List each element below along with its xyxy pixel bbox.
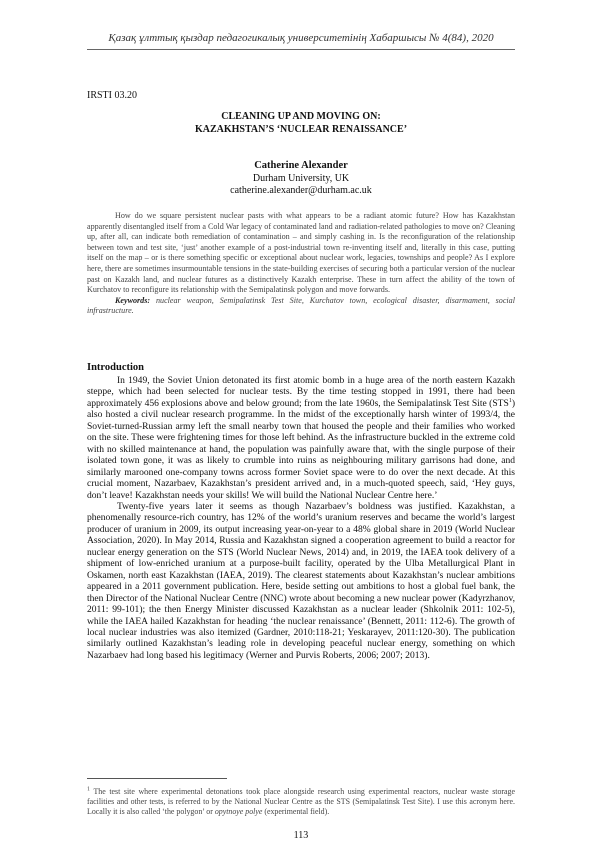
author-affiliation: Durham University, UK — [252, 172, 350, 184]
page-number: 113 — [293, 830, 309, 841]
paragraph-1-part-b: ) also hosted a civil nuclear research programme. In the midst of the exceptionally harsh winter of 1993/4, the Soviet-turned-Russian army left the small nearby town that housed the people and their families who worked on the site. These were frightening times for those left behind. As the infrastructure buckled in the extreme cold with no skilled maintenance at hand, the population was painfully aware that, with the single purpose of their isolated town gone, it was as likely to crumble into ruins as neighbouring military garrisons had done, and similarly marooned one-company towns across former Soviet space were to do over the next decade. At this crucial moment, Nazarbaev, Kazakhstan’s president arrived and, in a much-quoted speech, said, ‘Hey guys, don’t leave! Kazakhstan needs your skills! We will build the National Nuclear Centre here.’ — [87, 397, 515, 501]
paper-title-line-1: CLEANING UP AND MOVING ON: — [221, 111, 381, 122]
footnote-divider — [87, 778, 227, 779]
body-text — [87, 375, 515, 661]
keywords-label: Keywords: — [115, 295, 151, 305]
abstract — [87, 211, 515, 317]
footnote-number: 1 — [87, 786, 90, 793]
footnote-text-b: (experimental field). — [262, 807, 330, 817]
header-divider — [87, 49, 515, 50]
journal-header: Қазақ ұлттық қыздар педагогикалық университетінің Хабаршысы № 4(84), 2020 — [108, 32, 494, 44]
paper-title-line-2: KAZAKHSTAN’S ‘NUCLEAR RENAISSANCE’ — [194, 124, 408, 135]
footnote — [87, 787, 515, 818]
keywords-line — [87, 296, 515, 317]
section-heading-introduction: Introduction — [87, 362, 144, 373]
paragraph-2: Twenty-five years later it seems as though Nazarbaev’s boldness was justified. Kazakhstan, a phenomenally resource-rich country, has 12% of the world’s uranium reserves and became the world’s largest producer of uranium in 2009, its output increasing year-on-year to a 48% global share in 2019 (World Nuclear Association, 2020). In May 2014, Russia and Kazakhstan signed a cooperation agreement to build a reactor for nuclear energy generation on the STS (World Nuclear News, 2014) and, in 2019, the IAEA took delivery of a shipment of low-enriched uranium at a purpose-built facility, operated by the Ulba Metallurgical Plant in Oskamen, north east Kazakhstan (IAEA, 2019). The clearest statements about Kazakhstan’s nuclear ambitions appeared in a 2011 government publication. Here, beside setting out ambitions to host a global fuel bank, the then Director of the National Nuclear Centre (NNC) wrote about becoming a new nuclear power (Kadyrzhanov, 2011: 99-101); the then Energy Minister discussed Kazakhstan as a nuclear leader (Shkolnik 2011: 102-5), while the IAEA hailed Kazakhstan for heading ‘the nuclear renaissance’ (Bennett, 2011: 112-6). The growth of local nuclear industries was also itemized (Gardner, 2010:118-21; Yeskarayev, 2011:120-30). The publication similarly outlined Kazakhstan’s leading role in developing peaceful nuclear energy, something on which Nazarbaev had long based his legitimacy (Werner and Purvis Roberts, 2006; 2007; 2013). — [87, 500, 515, 661]
footnote-text-a: The test site where experimental detonations took place alongside research using experimental reactors, nuclear waste storage facilities and other tests, is referred to by the National Nuclear Centre as the STS (Semipalatinsk Test Site). I use this acronym here. Locally it is also called ‘the polygon’ or — [87, 787, 515, 817]
paragraph-1 — [87, 375, 515, 501]
author-block — [87, 160, 515, 198]
footnote-marker: 1 — [508, 397, 512, 404]
author-name: Catherine Alexander — [254, 160, 348, 171]
footnote-italic-term: opytnoye polye — [214, 807, 263, 817]
paragraph-1-part-a: In 1949, the Soviet Union detonated its first atomic bomb in a huge area of the north eastern Kazakh steppe, which had been selected for nuclear tests. By the time testing stopped in 1991, there had been approximately 456 explosions above and below ground; from the late 1960s, the Semipalatinsk Test Site (STS — [87, 375, 515, 409]
paper-title — [87, 110, 515, 136]
irsti-code: IRSTI 03.20 — [87, 90, 137, 101]
abstract-text: How do we square persistent nuclear pasts with what appears to be a radiant atomic future? How has Kazakhstan apparently disentangled itself from a Cold War legacy of contaminated land and radiation-related pathologies to move on? Cleaning up, after all, can indicate both remediation of contamination – and simply cashing in. Is the reconfiguration of the relationship between town and test site, ‘just’ another example of a post-industrial town re-inventing itself and, literally in this case, putting itself on the map – or is there something specific or exceptional about nuclear work, legacies, townships and people? As I explore here, there are sometimes insurmountable tensions in the state-building exercises of securing both a particular version of the nuclear past on Kazakh land, and nuclear futures as a distinctively Kazakh enterprise. These in turn affect the ability of the town of Kurchatov to reconfigure its relationship with the Semipalatinsk polygon and move forwards. — [87, 211, 515, 295]
author-email: catherine.alexander@durham.ac.uk — [230, 185, 372, 196]
keywords-list: nuclear weapon, Semipalatinsk Test Site, Kurchatov town, ecological disaster, disarmament, social infrastructure. — [87, 295, 515, 316]
